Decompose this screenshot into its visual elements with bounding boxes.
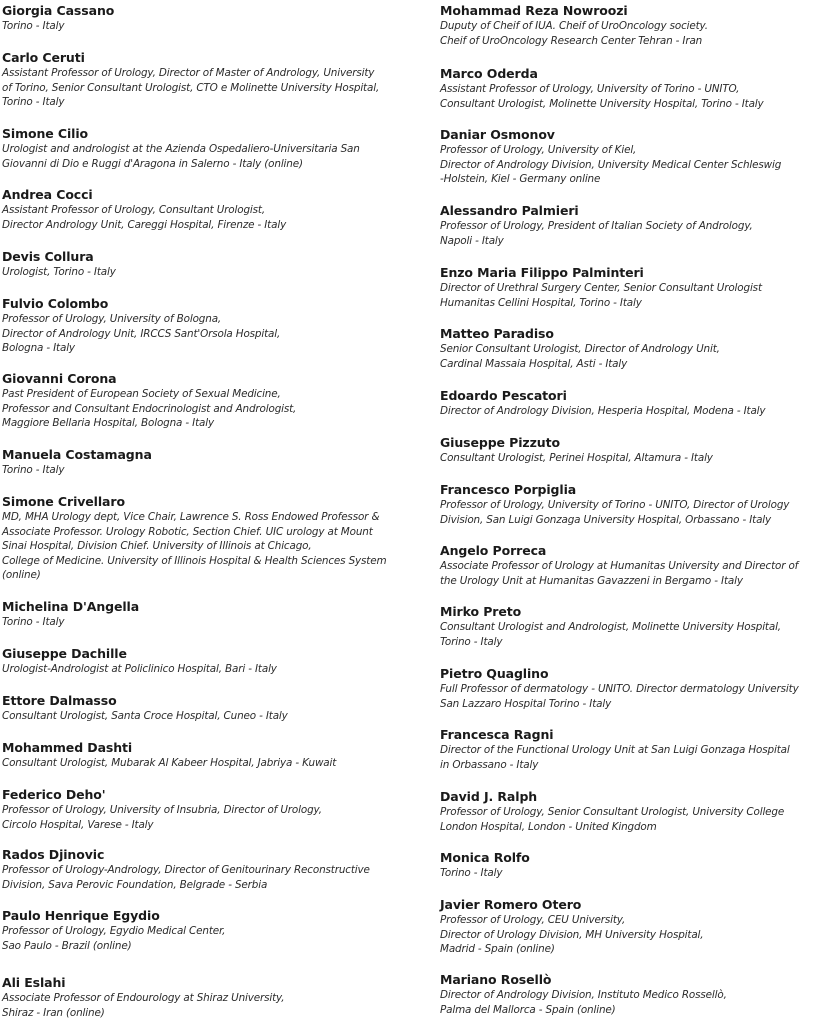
faculty-entry [2, 599, 402, 630]
faculty-affiliation-line: Consultant Urologist, Mubarak Al Kabeer Hospital, Jabriya - Kuwait [2, 757, 337, 769]
faculty-entry [440, 789, 820, 834]
faculty-name: Federico Deho' [2, 787, 106, 802]
faculty-name: Marco Oderda [440, 66, 538, 81]
faculty-affiliation-line: Associate Professor of Endourology at Shiraz University, [2, 992, 285, 1004]
faculty-entry [440, 388, 820, 419]
faculty-affiliation-line: Consultant Urologist, Molinette University Hospital, Torino - Italy [440, 97, 764, 110]
faculty-affiliation-line: Giovanni di Dio e Ruggi d'Aragona in Salerno - Italy (online) [2, 157, 303, 170]
faculty-entry [440, 850, 820, 881]
faculty-affiliation-line: Napoli - Italy [440, 234, 504, 247]
faculty-entry [2, 646, 402, 677]
faculty-name: Matteo Paradiso [440, 326, 554, 341]
faculty-entry [2, 126, 402, 171]
faculty-affiliation-line: Professor of Urology, President of Italian Society of Andrology, [440, 220, 753, 232]
faculty-name: Simone Cilio [2, 126, 89, 141]
faculty-affiliation-line: Assistant Professor of Urology, Director of Master of Andrology, University [2, 67, 375, 79]
faculty-affiliation-line: (online) [2, 569, 41, 582]
faculty-entry [2, 447, 402, 478]
faculty-name: Giorgia Cassano [2, 3, 115, 18]
faculty-affiliation-line: Associate Professor of Urology at Humanitas University and Director of [440, 560, 799, 572]
faculty-affiliation-line: Urologist-Andrologist at Policlinico Hospital, Bari - Italy [2, 663, 277, 675]
faculty-name: Edoardo Pescatori [440, 388, 567, 403]
faculty-affiliation-line: Director of Andrology Division, Hesperia Hospital, Modena - Italy [440, 405, 766, 417]
faculty-affiliation-line: Professor of Urology, Senior Consultant Urologist, University College [440, 806, 785, 818]
faculty-affiliation-line: -Holstein, Kiel - Germany online [440, 173, 601, 186]
faculty-affiliation-line: Director of Urology Division, MH University Hospital, [440, 928, 704, 941]
faculty-affiliation-line: College of Medicine. University of Illinois Hospital & Health Sciences System [2, 554, 387, 567]
faculty-entry [440, 66, 820, 111]
faculty-affiliation-line: Professor of Urology, University of Bologna, [2, 313, 222, 325]
faculty-affiliation-line: Torino - Italy [2, 20, 65, 32]
faculty-entry [440, 604, 820, 649]
faculty-affiliation-line: Consultant Urologist and Andrologist, Molinette University Hospital, [440, 621, 781, 633]
faculty-affiliation-line: Maggiore Bellaria Hospital, Bologna - Italy [2, 417, 214, 430]
faculty-entry [2, 847, 402, 892]
faculty-affiliation-line: Bologna - Italy [2, 342, 75, 355]
faculty-affiliation-line: San Lazzaro Hospital Torino - Italy [440, 697, 612, 710]
faculty-entry [2, 494, 402, 583]
faculty-affiliation-line: Duputy of Cheif of IUA. Cheif of UroOncology society. [440, 20, 708, 32]
faculty-affiliation-line: Professor of Urology, University of Kiel, [440, 144, 637, 156]
faculty-name: Rados Djinovic [2, 847, 105, 862]
faculty-name: Javier Romero Otero [440, 897, 582, 912]
faculty-name: Angelo Porreca [440, 543, 547, 558]
faculty-name: Enzo Maria Filippo Palminteri [440, 265, 644, 280]
faculty-name: Simone Crivellaro [2, 494, 125, 509]
faculty-entry [2, 187, 402, 232]
faculty-name: Carlo Ceruti [2, 50, 85, 65]
faculty-name: Mohammed Dashti [2, 740, 133, 755]
faculty-name: Devis Collura [2, 249, 94, 264]
faculty-affiliation-line: Sinai Hospital, Division Chief. University of Illinois at Chicago, [2, 540, 312, 553]
faculty-affiliation-line: Professor and Consultant Endocrinologist and Andrologist, [2, 402, 297, 415]
faculty-name: Ettore Dalmasso [2, 693, 117, 708]
faculty-affiliation-line: Palma del Mallorca - Spain (online) [440, 1003, 616, 1016]
faculty-name: Paulo Henrique Egydio [2, 908, 160, 923]
faculty-name: Monica Rolfo [440, 850, 530, 865]
faculty-affiliation-line: Urologist, Torino - Italy [2, 266, 116, 278]
faculty-name: Mariano Rosellò [440, 972, 552, 987]
faculty-entry [2, 975, 402, 1020]
faculty-entry [440, 727, 820, 772]
faculty-entry [440, 543, 820, 588]
faculty-affiliation-line: Director of Andrology Division, University Medical Center Schleswig [440, 158, 782, 171]
faculty-affiliation-line: Shiraz - Iran (online) [2, 1006, 105, 1019]
faculty-affiliation-line: Humanitas Cellini Hospital, Torino - Italy [440, 296, 642, 309]
faculty-affiliation-line: Professor of Urology, CEU University, [440, 914, 626, 926]
faculty-affiliation-line: Associate Professor. Urology Robotic, Section Chief. UIC urology at Mount [2, 525, 373, 538]
faculty-name: Michelina D'Angella [2, 599, 140, 614]
faculty-affiliation-line: Director of the Functional Urology Unit at San Luigi Gonzaga Hospital [440, 744, 790, 756]
faculty-affiliation-line: Professor of Urology, University of Insubria, Director of Urology, [2, 804, 322, 816]
faculty-name: Giuseppe Pizzuto [440, 435, 560, 450]
faculty-name: Fulvio Colombo [2, 296, 109, 311]
faculty-affiliation-line: MD, MHA Urology dept, Vice Chair, Lawrence S. Ross Endowed Professor & [2, 511, 380, 523]
faculty-name: Andrea Cocci [2, 187, 93, 202]
faculty-entry [2, 908, 402, 953]
faculty-affiliation-line: Director Andrology Unit, Careggi Hospital, Firenze - Italy [2, 218, 287, 231]
faculty-affiliation-line: Torino - Italy [2, 464, 65, 476]
faculty-name: Mohammad Reza Nowroozi [440, 3, 628, 18]
faculty-affiliation-line: Cheif of UroOncology Research Center Tehran - Iran [440, 34, 703, 47]
faculty-entry [440, 972, 820, 1017]
faculty-affiliation-line: Torino - Italy [440, 635, 503, 648]
faculty-affiliation-line: of Torino, Senior Consultant Urologist, CTO e Molinette University Hospital, [2, 81, 380, 94]
faculty-affiliation-line: Division, San Luigi Gonzaga University Hospital, Orbassano - Italy [440, 513, 772, 526]
faculty-name: David J. Ralph [440, 789, 538, 804]
faculty-name: Ali Eslahi [2, 975, 66, 990]
faculty-entry [440, 203, 820, 248]
faculty-entry [440, 897, 820, 957]
faculty-name: Mirko Preto [440, 604, 522, 619]
faculty-entry [2, 693, 402, 724]
faculty-entry [440, 265, 820, 310]
faculty-affiliation-line: Consultant Urologist, Perinei Hospital, Altamura - Italy [440, 452, 713, 464]
faculty-affiliation-line: Assistant Professor of Urology, University of Torino - UNITO, [440, 83, 740, 95]
faculty-name: Giovanni Corona [2, 371, 117, 386]
faculty-name: Pietro Quaglino [440, 666, 549, 681]
faculty-entry [2, 740, 402, 771]
faculty-name: Manuela Costamagna [2, 447, 152, 462]
faculty-affiliation-line: Director of Andrology Division, Instituto Medico Rossellò, [440, 989, 727, 1001]
faculty-affiliation-line: London Hospital, London - United Kingdom [440, 820, 657, 833]
faculty-entry [440, 3, 820, 48]
faculty-affiliation-line: Professor of Urology, Egydio Medical Center, [2, 925, 226, 937]
faculty-entry [440, 435, 820, 466]
faculty-affiliation-line: Full Professor of dermatology - UNITO. Director dermatology University [440, 683, 799, 695]
faculty-affiliation-line: Director of Andrology Unit, IRCCS Sant'Orsola Hospital, [2, 327, 281, 340]
faculty-entry [440, 482, 820, 527]
faculty-affiliation-line: Urologist and andrologist at the Azienda Ospedaliero-Universitaria San [2, 143, 360, 155]
faculty-name: Alessandro Palmieri [440, 203, 579, 218]
faculty-affiliation-line: Sao Paulo - Brazil (online) [2, 939, 132, 952]
faculty-affiliation-line: Circolo Hospital, Varese - Italy [2, 818, 154, 831]
faculty-entry [440, 326, 820, 371]
faculty-entry [2, 50, 402, 110]
faculty-affiliation-line: Professor of Urology, University of Torino - UNITO, Director of Urology [440, 499, 790, 511]
faculty-name: Daniar Osmonov [440, 127, 555, 142]
faculty-entry [2, 249, 402, 280]
faculty-affiliation-line: Torino - Italy [2, 616, 65, 628]
faculty-entry [2, 371, 402, 431]
faculty-affiliation-line: Torino - Italy [440, 867, 503, 879]
faculty-entry [2, 296, 402, 356]
faculty-affiliation-line: Torino - Italy [2, 96, 65, 109]
faculty-affiliation-line: Assistant Professor of Urology, Consultant Urologist, [2, 204, 265, 216]
faculty-entry [2, 787, 402, 832]
faculty-affiliation-line: Professor of Urology-Andrology, Director of Genitourinary Reconstructive [2, 864, 370, 876]
faculty-affiliation-line: the Urology Unit at Humanitas Gavazzeni in Bergamo - Italy [440, 574, 743, 587]
faculty-affiliation-line: in Orbassano - Italy [440, 758, 539, 771]
faculty-affiliation-line: Past President of European Society of Sexual Medicine, [2, 388, 281, 400]
faculty-entry [440, 666, 820, 711]
faculty-affiliation-line: Madrid - Spain (online) [440, 943, 555, 956]
faculty-name: Francesco Porpiglia [440, 482, 577, 497]
faculty-affiliation-line: Consultant Urologist, Santa Croce Hospital, Cuneo - Italy [2, 710, 288, 722]
faculty-affiliation-line: Division, Sava Perovic Foundation, Belgrade - Serbia [2, 878, 268, 891]
faculty-name: Giuseppe Dachille [2, 646, 127, 661]
faculty-entry [440, 127, 820, 187]
faculty-affiliation-line: Cardinal Massaia Hospital, Asti - Italy [440, 357, 628, 370]
faculty-name: Francesca Ragni [440, 727, 554, 742]
faculty-entry [2, 3, 402, 34]
faculty-affiliation-line: Director of Urethral Surgery Center, Senior Consultant Urologist [440, 282, 762, 294]
faculty-affiliation-line: Senior Consultant Urologist, Director of Andrology Unit, [440, 343, 720, 355]
